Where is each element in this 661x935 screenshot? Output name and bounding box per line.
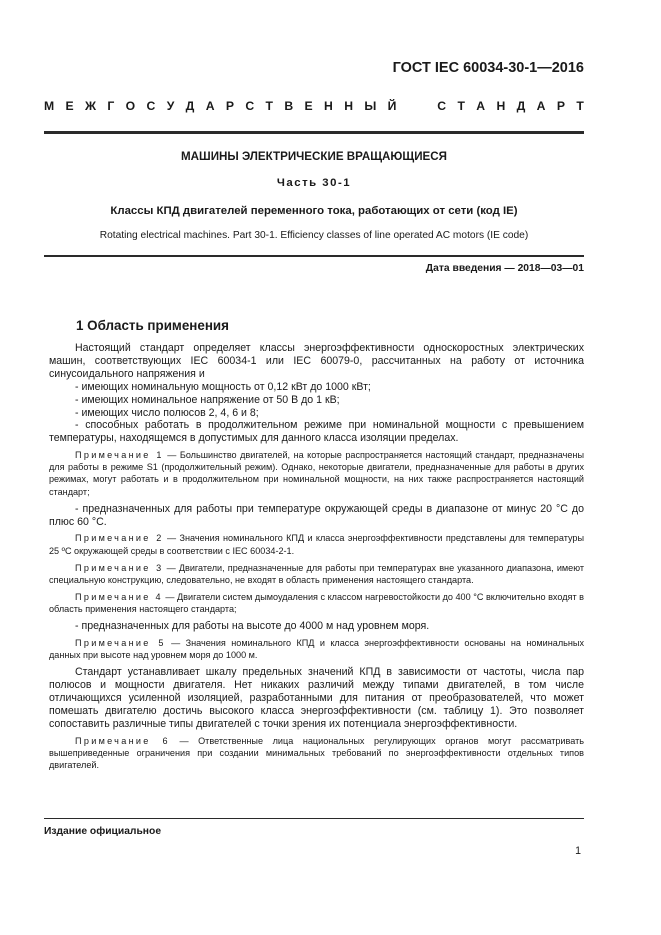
note-label: Примечание 1 xyxy=(75,450,164,461)
banner-letter: В xyxy=(284,99,294,113)
note-3 xyxy=(49,562,584,586)
banner-letter: У xyxy=(166,99,175,113)
banner-letter: Ж xyxy=(85,99,97,113)
banner-letter xyxy=(408,99,411,113)
banner-letter: Т xyxy=(576,99,584,113)
document-title: МАШИНЫ ЭЛЕКТРИЧЕСКИЕ ВРАЩАЮЩИЕСЯ xyxy=(181,150,447,163)
note-text: — Двигатели систем дымоудаления с классом нагревостойкости до 400 °С включительно входят в область применения настоящего стандарта; xyxy=(49,591,584,614)
banner-letter: Р xyxy=(225,99,234,113)
banner-letter: Т xyxy=(457,99,465,113)
section-heading: 1 Область применения xyxy=(76,318,229,333)
banner-letter: Д xyxy=(185,99,195,113)
note-text: — Двигатели, предназначенные для работы при температурах вне указанного диапазона, имеют специальную конструкцию, следовательно, не входят в область применения настоящего стандарта. xyxy=(49,562,584,585)
note-2 xyxy=(49,532,584,556)
edition-label: Издание официальное xyxy=(44,826,162,837)
paragraph: Стандарт устанавливает шкалу предельных значений КПД в зависимости от частоты, числа пар полюсов и мощности двигателя. Нет никаких различий между типами двигателей, в том числе отличающихся усиленной изоляцией, разработанными для питания от преобразователей, что может помешать двигателю достичь высокого класса энергоэффективности (см. таблицу 1). Это позволяет сопоставить различные типы двигателей с точки зрения их потенциала энергоэффективности. xyxy=(49,666,584,730)
list-item: - имеющих номинальную мощность от 0,12 кВт до 1000 кВт; xyxy=(75,380,371,393)
note-text: — Значения номинального КПД и класса энергоэффективности представлены для температуры 25 ºС окружающей среды в соответствии с IEC 60034-2-1. xyxy=(49,533,584,556)
note-5 xyxy=(49,637,584,661)
list-item: - способных работать в продолжительном режиме при номинальной мощности с превышением температуры, находящемся в допустимых для данного класса изоляции пределах. xyxy=(49,419,584,445)
interstate-standard-banner xyxy=(44,99,584,113)
banner-letter: М xyxy=(44,99,55,113)
list-item: - предназначенных для работы при температуре окружающей среды в диапазоне от минус 20 °C до плюс 60 °C. xyxy=(49,502,584,528)
banner-letter: О xyxy=(125,99,136,113)
list-item: - имеющих номинальное напряжение от 50 В до 1 кВ; xyxy=(75,393,340,406)
header-divider xyxy=(44,131,584,134)
banner-letter: А xyxy=(205,99,215,113)
banner-letter: Н xyxy=(324,99,333,113)
banner-letter: А xyxy=(476,99,486,113)
note-label: Примечание 2 xyxy=(75,533,164,544)
note-label: Примечание 6 xyxy=(75,735,170,746)
banner-letter: Е xyxy=(304,99,313,113)
note-label: Примечание 4 xyxy=(75,591,163,602)
document-title-english: Rotating electrical machines. Part 30-1. Efficiency classes of line operated AC motors (IE code) xyxy=(99,230,529,241)
note-6 xyxy=(49,735,584,771)
note-4 xyxy=(49,591,584,615)
list-item: - имеющих число полюсов 2, 4, 6 и 8; xyxy=(75,406,259,419)
banner-letter xyxy=(423,99,426,113)
list-item: - предназначенных для работы на высоте до 4000 м над уровнем моря. xyxy=(75,620,430,632)
page-number: 1 xyxy=(575,845,581,857)
note-1 xyxy=(49,449,584,497)
banner-letter: Т xyxy=(265,99,273,113)
standard-code: ГОСТ IEC 60034-30-1—2016 xyxy=(392,60,584,76)
banner-letter: А xyxy=(536,99,546,113)
banner-letter: Н xyxy=(344,99,353,113)
banner-letter: Й xyxy=(387,99,397,113)
banner-letter: Ы xyxy=(364,99,377,113)
note-text: — Значения номинального КПД и класса энергоэффективности основаны на номинальных данных при высоте над уровнем моря до 1000 м. xyxy=(49,637,584,660)
banner-letter: С xyxy=(146,99,156,113)
banner-letter: Р xyxy=(556,99,565,113)
banner-letter: Г xyxy=(107,99,115,113)
banner-letter: Д xyxy=(516,99,526,113)
banner-letter: Н xyxy=(496,99,506,113)
banner-letter: Е xyxy=(65,99,74,113)
footer-divider xyxy=(44,818,584,819)
note-label: Примечание 3 xyxy=(75,562,164,573)
note-text: — Большинство двигателей, на которые распространяется настоящий стандарт, предназначены для работы в режиме S1 (продолжительный режим). Однако, некоторые двигатели, предназначенные для работы в других режимах, могут работать и в продолжительном при номинальной мощности, на них также распространяется настоящий стандарт; xyxy=(49,450,584,497)
note-text: — Ответственные лица национальных регулирующих органов могут рассматривать вышеприведенные ограничения при создании минимальных требований по энергоэффективности отдельных типов двигателей. xyxy=(49,735,584,770)
paragraph: Настоящий стандарт определяет классы энергоэффективности односкоростных электрических машин, соответствующих IEC 60034-1 или IEC 60079-0, рассчитанных на работу от источника синусоидального напряжения и xyxy=(49,342,584,380)
document-subtitle: Классы КПД двигателей переменного тока, работающих от сети (код IE) xyxy=(110,205,518,217)
introduction-date: Дата введения — 2018—03—01 xyxy=(425,263,584,274)
banner-letter: С xyxy=(245,99,255,113)
document-part: Часть 30-1 xyxy=(276,177,352,189)
title-divider xyxy=(44,255,584,257)
banner-letter: С xyxy=(437,99,447,113)
note-label: Примечание 5 xyxy=(75,637,166,648)
section-body xyxy=(49,342,584,776)
